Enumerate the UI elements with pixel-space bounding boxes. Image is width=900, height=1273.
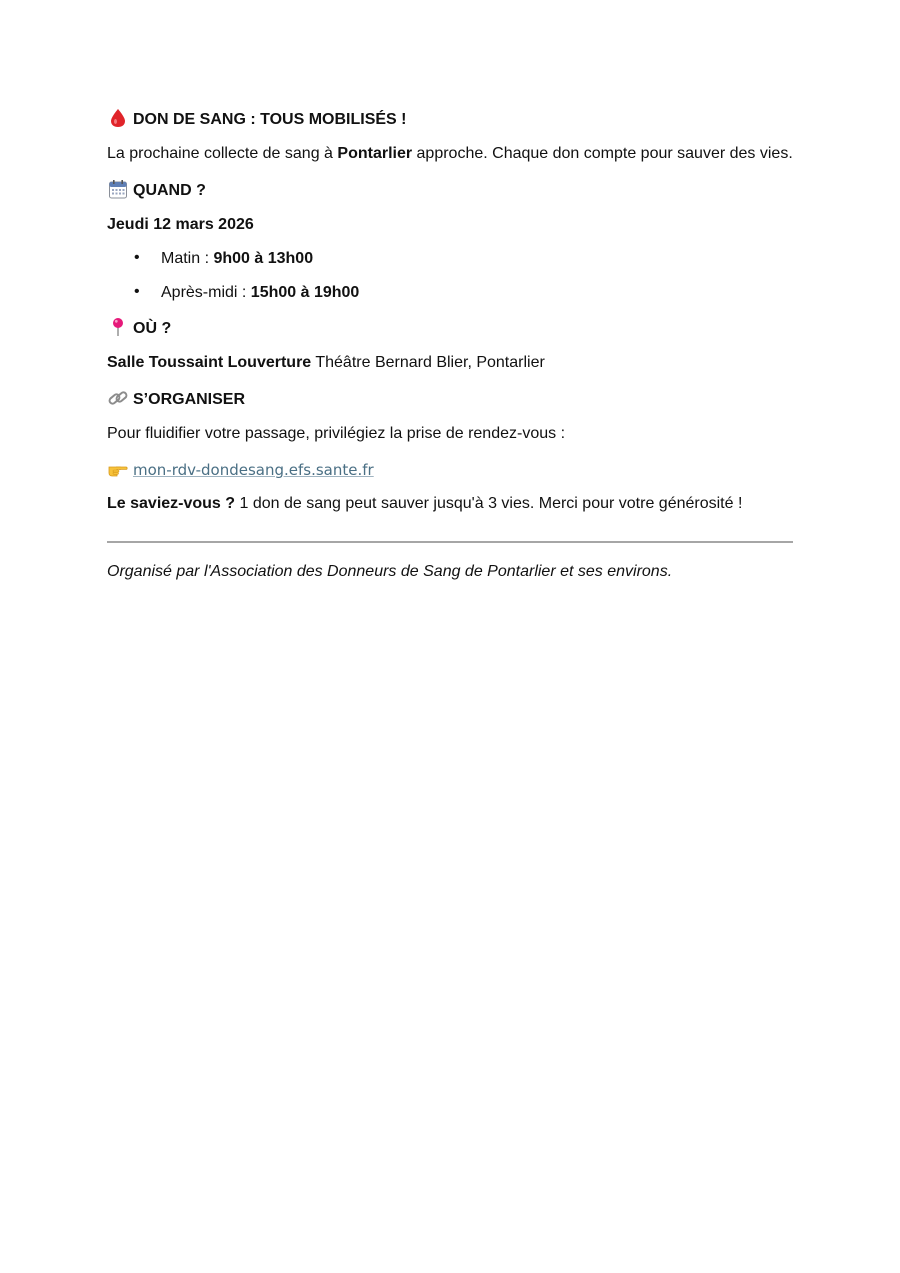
did-you-know-label: Le saviez-vous ? bbox=[107, 495, 236, 512]
did-you-know-text: 1 don de sang peut sauver jusqu'à 3 vies. Merci pour votre générosité ! bbox=[235, 495, 743, 512]
venue-line bbox=[107, 352, 545, 374]
did-you-know-paragraph bbox=[107, 493, 742, 515]
booking-link-line bbox=[107, 459, 374, 482]
title-line bbox=[107, 108, 407, 131]
where-heading-text: OÙ ? bbox=[133, 320, 172, 337]
slot-label: Matin : bbox=[161, 250, 214, 267]
when-heading bbox=[107, 179, 206, 202]
booking-link[interactable]: mon-rdv-dondesang.efs.sante.fr bbox=[133, 461, 374, 479]
calendar-icon bbox=[107, 179, 129, 199]
pushpin-icon bbox=[107, 317, 129, 337]
horizontal-divider bbox=[107, 541, 793, 543]
intro-city: Pontarlier bbox=[337, 145, 413, 162]
intro-text-before: La prochaine collecte de sang à bbox=[107, 145, 338, 162]
slot-time: 15h00 à 19h00 bbox=[250, 284, 360, 301]
slot-afternoon bbox=[161, 282, 359, 304]
bullet-icon: • bbox=[134, 283, 140, 300]
venue-name: Salle Toussaint Louverture bbox=[107, 354, 312, 371]
organize-heading-text: S’ORGANISER bbox=[133, 391, 246, 408]
page-title: DON DE SANG : TOUS MOBILISÉS ! bbox=[133, 111, 407, 128]
footer-note: Organisé par l'Association des Donneurs de Sang de Pontarlier et ses environs. bbox=[107, 563, 673, 580]
where-heading bbox=[107, 317, 171, 340]
blood-drop-icon bbox=[107, 108, 129, 128]
slot-label: Après-midi : bbox=[161, 284, 251, 301]
bullet-icon: • bbox=[134, 249, 140, 266]
intro-paragraph bbox=[107, 143, 793, 165]
venue-address: Théâtre Bernard Blier, Pontarlier bbox=[311, 354, 545, 371]
intro-text-after: approche. Chaque don compte pour sauver des vies. bbox=[412, 145, 793, 162]
when-heading-text: QUAND ? bbox=[133, 182, 206, 199]
slot-morning bbox=[161, 248, 313, 270]
link-icon bbox=[107, 388, 129, 408]
organize-text: Pour fluidifier votre passage, privilégiez la prise de rendez-vous : bbox=[107, 425, 566, 442]
event-date: Jeudi 12 mars 2026 bbox=[107, 216, 254, 233]
organize-heading bbox=[107, 388, 245, 411]
slot-time: 9h00 à 13h00 bbox=[213, 250, 314, 267]
pointing-hand-icon bbox=[107, 459, 129, 479]
